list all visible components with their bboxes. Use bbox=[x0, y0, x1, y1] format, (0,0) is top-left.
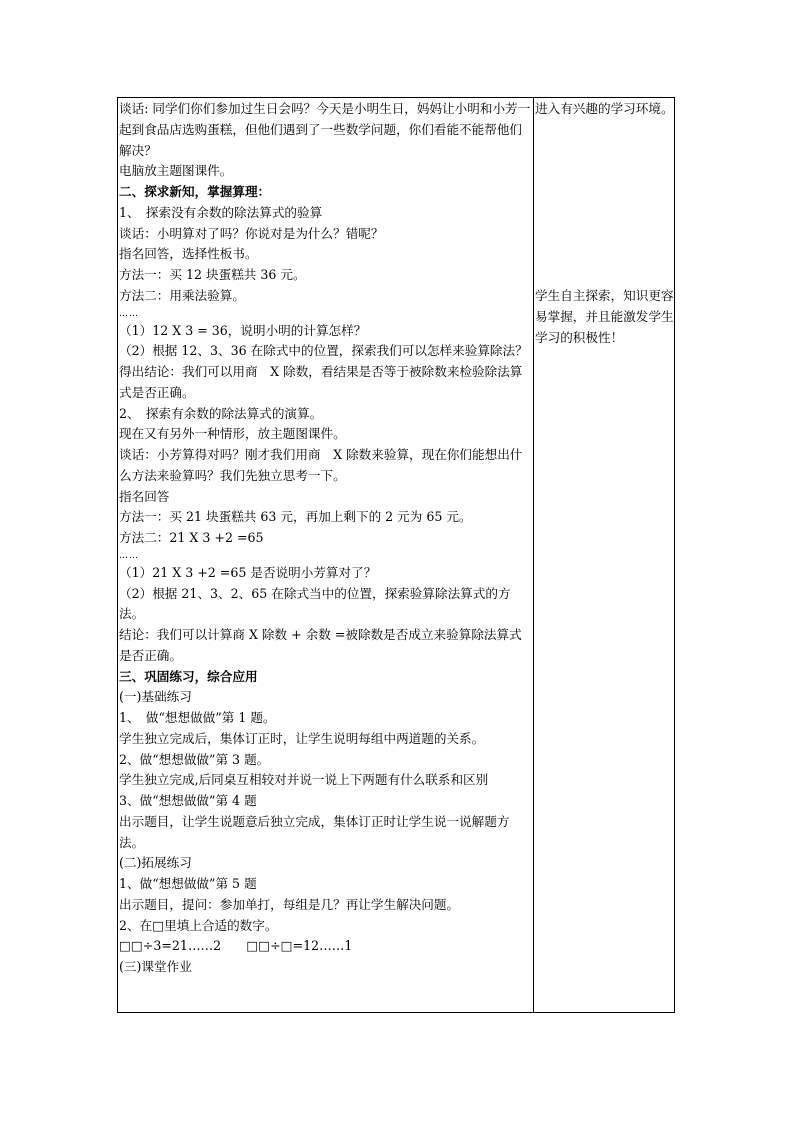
section-3-line: (三)课堂作业 bbox=[119, 959, 192, 974]
table-row bbox=[118, 98, 675, 1013]
section-2-line: （2）根据 21、3、2、65 在除式当中的位置，探索验算除法算式的方法。 bbox=[119, 585, 511, 622]
section-3-line: 2、做“想想做做”第 3 题。 bbox=[119, 751, 270, 767]
section-2-line: 方法二：21 X 3 +2 =65 bbox=[119, 530, 264, 545]
section-2-line: 2、 探索有余数的除法算式的演算。 bbox=[119, 405, 323, 421]
section-2-heading: 二、探求新知，掌握算理： bbox=[119, 184, 271, 199]
design-note: 进入有兴趣的学习环境。 bbox=[535, 101, 674, 116]
section-3-line: □□÷3=21……2 □□÷□=12……1 bbox=[119, 938, 353, 954]
section-3-line: 1、 做“想想做做”第 1 题。 bbox=[119, 710, 276, 725]
intro-courseware: 电脑放主题图课件。 bbox=[119, 163, 233, 179]
section-3-line: (一)基础练习 bbox=[119, 689, 192, 705]
section-2-line: 谈话：小明算对了吗？你说对是为什么？错呢？ bbox=[119, 225, 384, 241]
section-3-line: 1、做“想想做做”第 5 题 bbox=[119, 876, 257, 891]
section-2-line: 方法二：用乘法验算。 bbox=[119, 287, 245, 303]
section-2-line: （2）根据 12、3、36 在除式中的位置，探索我们可以怎样来验算除法？ bbox=[119, 343, 528, 359]
section-2-line: 指名回答，选择性板书。 bbox=[119, 246, 258, 262]
section-2-line: 现在又有另外一种情形，放主题图课件。 bbox=[119, 426, 346, 442]
section-3-line: 学生独立完成,后同桌互相较对并说一说上下两题有什么联系和区别 bbox=[119, 772, 489, 788]
section-3-heading: 三、巩固练习，综合应用 bbox=[119, 668, 258, 684]
section-3-line: 2、在□里填上合适的数字。 bbox=[119, 917, 278, 933]
section-2-line: 方法一：买 12 块蛋糕共 36 元。 bbox=[119, 267, 306, 282]
section-2-line: （1）12 X 3 = 36，说明小明的计算怎样？ bbox=[119, 322, 367, 338]
section-3-line: 学生独立完成后，集体订正时，让学生说明每组中两道题的关系。 bbox=[119, 730, 485, 746]
teaching-process-cell bbox=[118, 98, 534, 1013]
section-3-line: 出示题目，让学生说题意后独立完成，集体订正时让学生说一说解题方法。 bbox=[119, 813, 510, 850]
design-intent-cell bbox=[534, 98, 675, 1013]
section-3-line: 3、做“想想做做”第 4 题 bbox=[119, 793, 257, 808]
section-3-line: (二)拓展练习 bbox=[119, 855, 192, 871]
section-2-line: 指名回答 bbox=[119, 488, 170, 504]
section-2-line: 1、 探索没有余数的除法算式的验算 bbox=[119, 204, 323, 220]
ellipsis: …… bbox=[119, 550, 139, 561]
section-3-line: 出示题目，提问：参加单打，每组是几？再让学生解决问题。 bbox=[119, 896, 460, 912]
intro-paragraph: 谈话: 同学们你们参加过生日会吗？今天是小明生日，妈妈让小明和小芳一起到食品店选购蛋糕，但他们遇到了一些数学问题，你们看能不能帮他们解决？ bbox=[119, 101, 531, 158]
section-2-line: （1）21 X 3 +2 =65 是否说明小芳算对了？ bbox=[119, 564, 377, 580]
section-2-line: 得出结论：我们可以用商 X 除数，看结果是否等于被除数来检验除法算式是否正确。 bbox=[119, 364, 523, 400]
section-2-line: 方法一：买 21 块蛋糕共 63 元，再加上剩下的 2 元为 65 元。 bbox=[119, 509, 472, 525]
design-note: 学生自主探索，知识更容易掌握，并且能激发学生学习的积极性！ bbox=[535, 288, 674, 345]
lesson-plan-table bbox=[117, 97, 675, 1013]
section-2-line: 谈话：小芳算得对吗？刚才我们用商 X 除数来验算，现在你们能想出什么方法来验算吗？我们先独立思考一下。 bbox=[119, 447, 523, 483]
section-2-line: 结论：我们可以计算商 X 除数 + 余数 =被除数是否成立来验算除法算式是否正确。 bbox=[119, 627, 522, 663]
ellipsis: …… bbox=[119, 308, 139, 319]
